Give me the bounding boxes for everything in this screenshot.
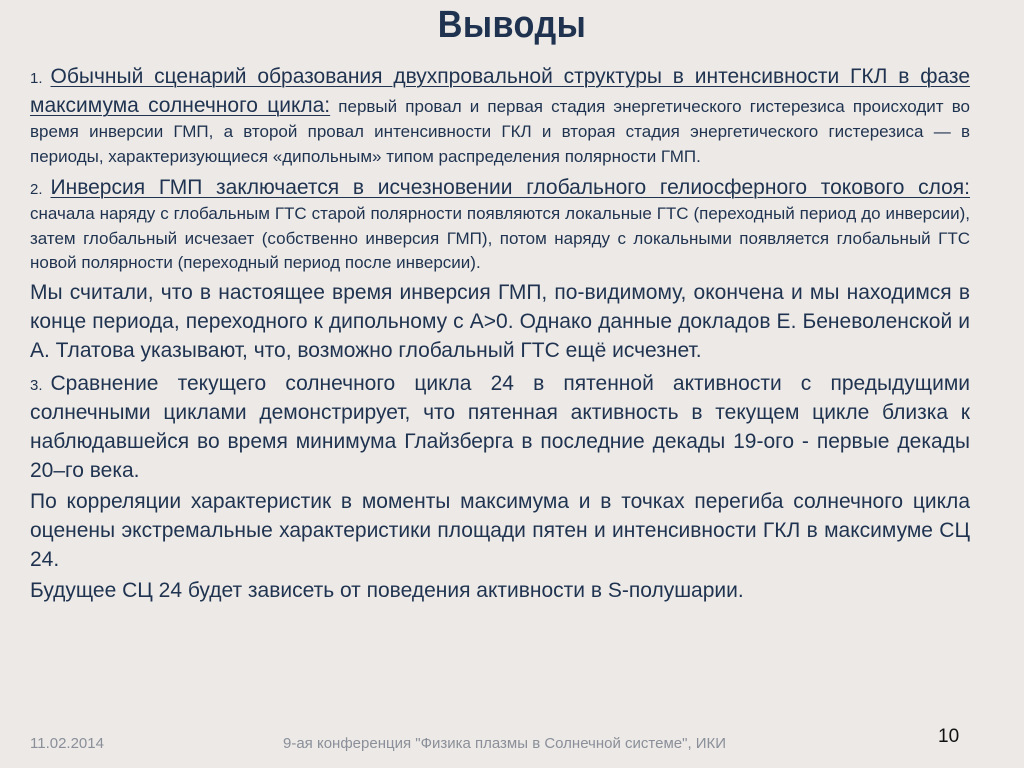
conclusion-2 xyxy=(30,173,970,276)
conclusion-1 xyxy=(30,62,970,169)
conclusion-2-text: сначала наряду с глобальным ГТС старой полярности появляются локальные ГТС (переходный период до инверсии), затем глобальный исчезает (собственно инверсия ГМП), потом наряду с локальными появляется глобальный ГТС новой полярности (переходный период после инверсии). xyxy=(30,204,970,272)
conclusion-3-text: Сравнение текущего солнечного цикла 24 в пятенной активности с предыдущими солнечными циклами демонстрирует, что пятенная активность в текущем цикле близка к наблюдавшейся во время минимума Глайзберга в последние декады 19-ого - первые декады 20–го века. xyxy=(30,371,970,482)
slide-content xyxy=(30,58,970,605)
item-number: 2. xyxy=(30,181,43,198)
conclusion-3-correlation: По корреляции характеристик в моменты максимума и в точках перегиба солнечного цикла оценены экстремальные характеристики площади пятен и интенсивности ГКЛ в максимуме СЦ 24. xyxy=(30,489,970,571)
footer-date: 11.02.2014 xyxy=(30,735,104,752)
conclusion-1-text: первый провал и первая стадия энергетического гистерезиса происходит во время инверсии ГМП, а второй провал интенсивности ГКЛ и вторая стадия энергетического гистерезиса — в периоды, характеризующиеся «дипольным» типом распределения полярности ГМП. xyxy=(30,97,971,166)
slide-title: Выводы xyxy=(437,4,587,46)
page-number: 10 xyxy=(938,726,960,747)
conclusion-1-heading: Обычный сценарий образования двухпровальной структуры в интенсивности ГКЛ в фазе максимума солнечного цикла: xyxy=(30,65,970,117)
conclusion-2-heading: Инверсия ГМП заключается в исчезновении глобального гелиосферного токового слоя: xyxy=(50,176,970,199)
footer-conference: 9-ая конференция "Физика плазмы в Солнечной системе", ИКИ xyxy=(283,735,727,752)
item-number: 3. xyxy=(30,376,43,394)
conclusion-2-note: Мы считали, что в настоящее время инверсия ГМП, по-видимому, окончена и мы находимся в конце периода, переходного к дипольному с A>0. Однако данные докладов Е. Беневоленской и А. Тлатова указывают, что, возможно глобальный ГТС ещё исчезнет. xyxy=(30,280,970,362)
item-number: 1. xyxy=(30,70,43,87)
conclusion-3-future: Будущее СЦ 24 будет зависеть от поведения активности в S-полушарии. xyxy=(30,578,744,602)
conclusion-3 xyxy=(30,369,970,485)
